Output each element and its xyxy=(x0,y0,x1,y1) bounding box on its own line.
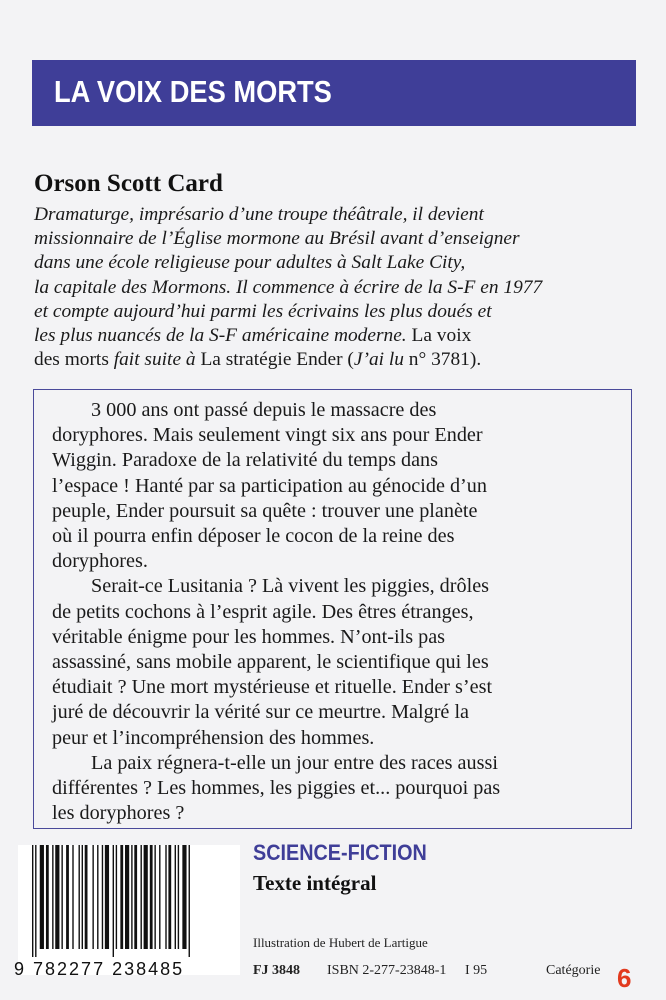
barcode-bar xyxy=(182,845,186,949)
barcode-bar xyxy=(79,845,80,949)
bio-title-part: des morts xyxy=(34,349,114,371)
bio-line: Dramaturge, imprésario d’une troupe théâtrale, il devient xyxy=(34,204,484,225)
barcode-bar xyxy=(141,845,142,949)
bio-line: la capitale des Mormons. Il commence à écrire de la S-F en 1977 xyxy=(34,276,543,298)
barcode-bar xyxy=(82,845,83,949)
barcode-bar xyxy=(102,845,103,949)
synopsis-line: où il pourra enfin déposer le cocon de la reine des xyxy=(52,525,455,548)
bio-title-part: La stratégie Ender ( xyxy=(195,349,354,371)
synopsis-line: l’espace ! Hanté par sa participation au génocide d’un xyxy=(52,474,487,497)
barcode-bar xyxy=(189,845,190,957)
bio-title-part: La voix xyxy=(406,325,472,347)
synopsis-line: peur et l’incompréhension des hommes. xyxy=(52,726,375,749)
print-code: I 95 xyxy=(465,963,488,978)
barcode-bar xyxy=(154,845,155,949)
barcode-bar xyxy=(150,845,153,949)
synopsis-line: doryphores. xyxy=(52,550,148,573)
barcode-bar xyxy=(144,845,148,949)
synopsis-line: doryphores. Mais seulement vingt six ans pour Ender xyxy=(52,424,483,447)
barcode-bar xyxy=(85,845,88,949)
barcode-bar xyxy=(168,845,171,949)
barcode-bar xyxy=(120,845,123,949)
barcode-bar xyxy=(66,845,69,949)
series-number: n° 3781 xyxy=(403,349,470,371)
barcode-bar xyxy=(92,845,93,949)
book-title: LA VOIX DES MORTS xyxy=(54,74,332,109)
barcode-bar xyxy=(175,845,176,949)
category-number: 6 xyxy=(617,963,632,993)
synopsis-line: étudiait ? Une mort mystérieuse et rituelle. Ender s’est xyxy=(52,676,493,699)
bio-line: les plus nuancés de la S-F américaine moderne. xyxy=(34,325,407,347)
barcode-bar xyxy=(97,845,98,949)
synopsis-line: différentes ? Les hommes, les piggies et... pourquoi pas xyxy=(52,777,501,800)
bio-line: missionnaire de l’Église mormone au Brésil avant d’enseigner xyxy=(34,228,520,250)
barcode-bar xyxy=(105,845,109,949)
synopsis-line: La paix régnera-t-elle un jour entre des races aussi xyxy=(91,751,498,774)
synopsis-line: assassiné, sans mobile apparent, le scientifique qui les xyxy=(52,651,489,674)
barcode xyxy=(18,845,240,975)
bio-line: dans une école religieuse pour adultes à Salt Lake City, xyxy=(34,252,466,274)
barcode-bar xyxy=(52,845,53,949)
edition-label: Texte intégral xyxy=(253,871,377,895)
barcode-bar xyxy=(178,845,179,949)
barcode-bar xyxy=(32,845,33,957)
barcode-bar xyxy=(134,845,137,949)
synopsis-line: juré de découvrir la vérité sur ce meurtre. Malgré la xyxy=(52,701,470,724)
category-label: Catégorie xyxy=(546,963,601,978)
title-band xyxy=(32,60,636,126)
barcode-bar xyxy=(40,845,44,949)
barcode-digits: 9 782277 238485 xyxy=(14,959,185,979)
barcode-bar xyxy=(165,845,166,949)
barcode-bars xyxy=(32,845,232,957)
synopsis-line: véritable énigme pour les hommes. N’ont-ils pas xyxy=(52,625,446,648)
bio-line: fait suite à xyxy=(113,349,196,371)
bio-line: et compte aujourd’hui parmi les écrivains les plus doués et xyxy=(34,300,492,322)
barcode-bar xyxy=(131,845,132,949)
barcode-bar xyxy=(125,845,129,949)
barcode-bar xyxy=(46,845,49,949)
barcode-bar xyxy=(61,845,62,949)
barcode-bar xyxy=(35,845,36,957)
synopsis-line: Serait-ce Lusitania ? Là vivent les piggies, drôles xyxy=(91,575,490,598)
synopsis-line: de petits cochons à l’esprit agile. Des êtres étranges, xyxy=(52,600,474,623)
author-bio xyxy=(34,203,634,372)
synopsis-line: peuple, Ender poursuit sa quête : trouver une planète xyxy=(52,499,478,522)
bio-close: ). xyxy=(469,349,482,371)
barcode-bar xyxy=(159,845,160,949)
barcode-bar xyxy=(116,845,117,949)
author-name: Orson Scott Card xyxy=(34,170,223,197)
illustration-credit: Illustration de Hubert de Lartigue xyxy=(253,935,428,950)
barcode-bar xyxy=(72,845,73,949)
reference-code: FJ 3848 xyxy=(253,963,301,978)
collection-label: SCIENCE-FICTION xyxy=(253,840,427,865)
barcode-bar xyxy=(113,845,114,957)
synopsis-line: 3 000 ans ont passé depuis le massacre des xyxy=(91,399,437,421)
synopsis-line: les doryphores ? xyxy=(52,802,185,825)
publisher-name: J’ai lu xyxy=(353,349,404,371)
synopsis-line: Wiggin. Paradoxe de la relativité du temps dans xyxy=(52,449,439,472)
synopsis xyxy=(52,398,632,826)
isbn: ISBN 2-277-23848-1 xyxy=(327,963,447,978)
barcode-bar xyxy=(55,845,59,949)
